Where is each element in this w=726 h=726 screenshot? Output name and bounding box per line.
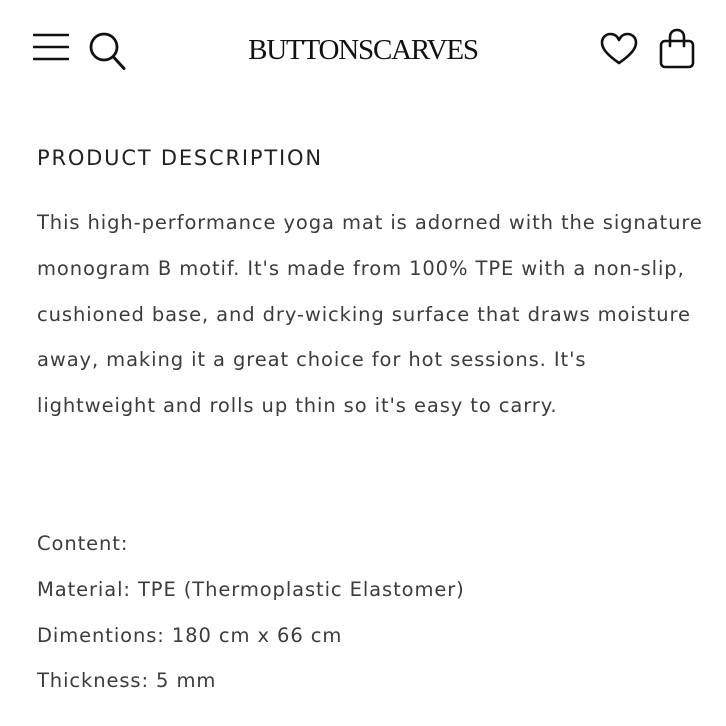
brand-logo[interactable]: BUTTONSCARVES (248, 34, 478, 66)
shopping-bag-icon[interactable] (658, 28, 696, 70)
spec-material: Material: TPE (Thermoplastic Elastomer) (37, 577, 465, 601)
product-description-text: This high-performance yoga mat is adorned with the signature monogram B motif. It's made from 100% TPE with a non-slip, cushioned base, and dry-wicking surface that draws moisture away, making it a great choice for hot sessions. It's lightweight and rolls up thin so it's easy to carry. (37, 211, 703, 418)
product-specs-list (37, 521, 707, 704)
spec-dimensions: Dimentions: 180 cm x 66 cm (37, 623, 343, 647)
top-nav-bar (0, 0, 726, 100)
spec-thickness: Thickness: 5 mm (37, 669, 217, 693)
heart-icon[interactable] (600, 32, 638, 66)
product-description-heading: PRODUCT DESCRIPTION (37, 146, 323, 170)
spec-content-label: Content: (37, 532, 129, 555)
